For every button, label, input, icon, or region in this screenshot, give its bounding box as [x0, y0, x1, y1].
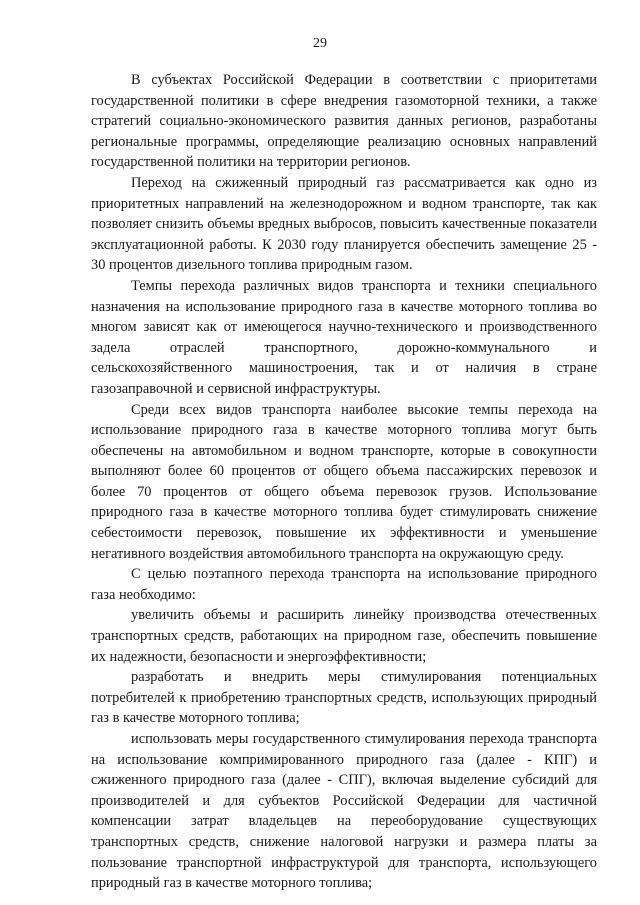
list-item-increase-production: увеличить объемы и расширить линейку производства отечественных транспортных средств, работающих на природном газе, обеспечить повышение их надежности, безопасности и энергоэффективности;: [91, 607, 597, 665]
paragraph-transition-pace: Темпы перехода различных видов транспорта и техники специального назначения на использование природного газа в качестве моторного топлива во многом зависят как от имеющегося научно-технического и производственного задела отраслей транспортного, дорожно-коммунального и сельскохозяйственного машиностроения, так и от наличия в стране газозаправочной и сервисной инфраструктуры.: [91, 277, 597, 397]
paragraph-regional-programs: В субъектах Российской Федерации в соответствии с приоритетами государственной политики в сфере внедрения газомоторной техники, а также стратегий социально-экономического развития данных регионов, разработаны региональные программы, определяющие реализацию основных направлений государственной политики на территории регионов.: [91, 72, 597, 171]
list-item-state-support: использовать меры государственного стимулирования перехода транспорта на использование компримированного природного газа (далее - КПГ) и сжиженного природного газа (далее - СПГ), включая выделение субсидий для производителей и для субъектов Российской Федерации для частичной компенсации затрат владельцев на переоборудование существующих транспортных средств, снижение налоговой нагрузки и размера платы за пользование транспортной инфраструктурой для транспорта, использующего природный газ в качестве моторного топлива;: [91, 731, 597, 892]
list-item-consumer-incentives: разработать и внедрить меры стимулирования потенциальных потребителей к приобретению транспортных средств, использующих природный газ в качестве моторного топлива;: [91, 669, 597, 727]
paragraph-phased-transition-intro: С целью поэтапного перехода транспорта на использование природного газа необходимо:: [91, 566, 597, 603]
paragraph-lng-rail-water: Переход на сжиженный природный газ рассматривается как одно из приоритетных направлений на железнодорожном и водном транспорте, так как позволяет снизить объемы вредных выбросов, повысить качественные показатели эксплуатационной работы. К 2030 году планируется обеспечить замещение 25 - 30 процентов дизельного топлива природным газом.: [91, 174, 597, 274]
document-body: [91, 70, 597, 894]
paragraph-road-water-transport: Среди всех видов транспорта наиболее высокие темпы перехода на использование природного газа в качестве моторного топлива могут быть обеспечены на автомобильном и водном транспорте, которые в совокупности выполняют более 60 процентов от общего объема пассажирских перевозок и более 70 процентов от общего объема перевозок грузов. Использование природного газа в качестве моторного топлива будет стимулировать снижение себестоимости перевозок, повышение их эффективности и уменьшение негативного воздействия автомобильного транспорта на окружающую среду.: [91, 401, 597, 562]
page-number: 29: [313, 36, 327, 51]
